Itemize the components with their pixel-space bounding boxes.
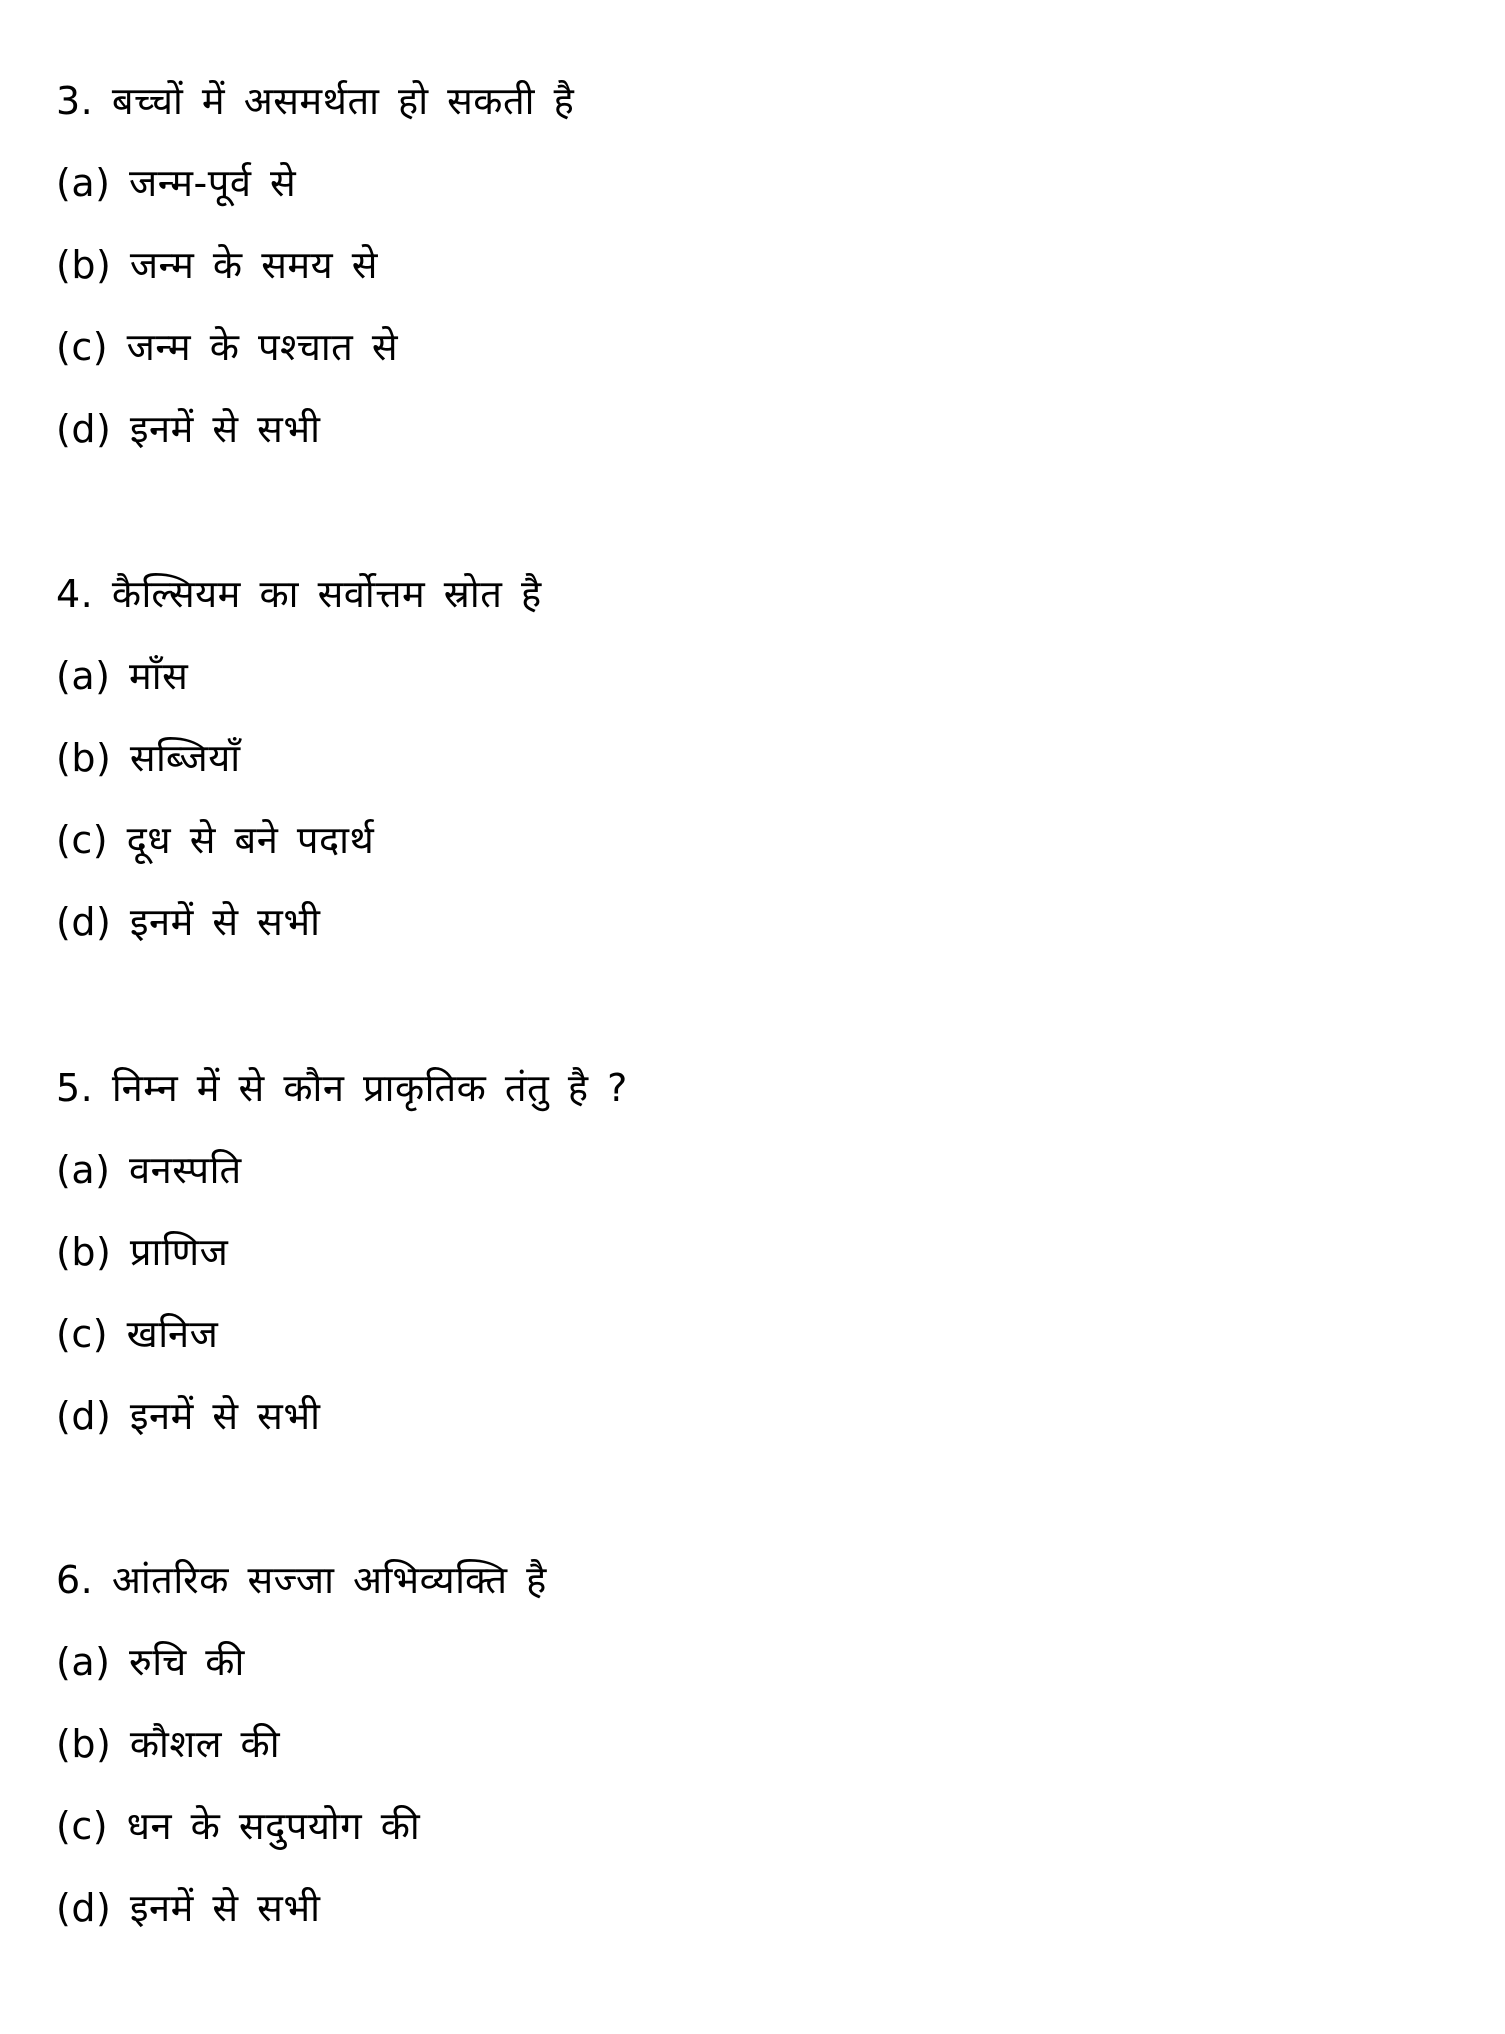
question-text: 6. आंतरिक सज्जा अभिव्यक्ति है: [56, 1558, 547, 1602]
option-a: (a) वनस्पति: [56, 1148, 242, 1192]
question-text: 4. कैल्सियम का सर्वोत्तम स्रोत है: [56, 572, 542, 616]
option-b: (b) कौशल की: [56, 1722, 281, 1766]
option-a: (a) माँस: [56, 654, 189, 698]
option-b: (b) प्राणिज: [56, 1230, 229, 1274]
option-c: (c) जन्म के पश्चात से: [56, 325, 399, 369]
question-3: [56, 60, 1456, 470]
question-text: 3. बच्चों में असमर्थता हो सकती है: [56, 79, 575, 123]
option-d: (d) इनमें से सभी: [56, 1886, 321, 1930]
option-d: (d) इनमें से सभी: [56, 1394, 321, 1438]
question-text: 5. निम्न में से कौन प्राकृतिक तंतु है ?: [56, 1066, 628, 1110]
option-c: (c) धन के सदुपयोग की: [56, 1804, 421, 1848]
option-a: (a) रुचि की: [56, 1640, 245, 1684]
option-d: (d) इनमें से सभी: [56, 900, 321, 944]
option-c: (c) दूध से बने पदार्थ: [56, 818, 375, 862]
option-b: (b) सब्जियाँ: [56, 736, 241, 780]
question-5: [56, 1047, 1456, 1457]
option-c: (c) खनिज: [56, 1312, 219, 1356]
question-4: [56, 553, 1456, 963]
option-b: (b) जन्म के समय से: [56, 243, 378, 287]
option-a: (a) जन्म-पूर्व से: [56, 161, 297, 205]
question-6: [56, 1539, 1456, 1949]
option-d: (d) इनमें से सभी: [56, 407, 321, 451]
